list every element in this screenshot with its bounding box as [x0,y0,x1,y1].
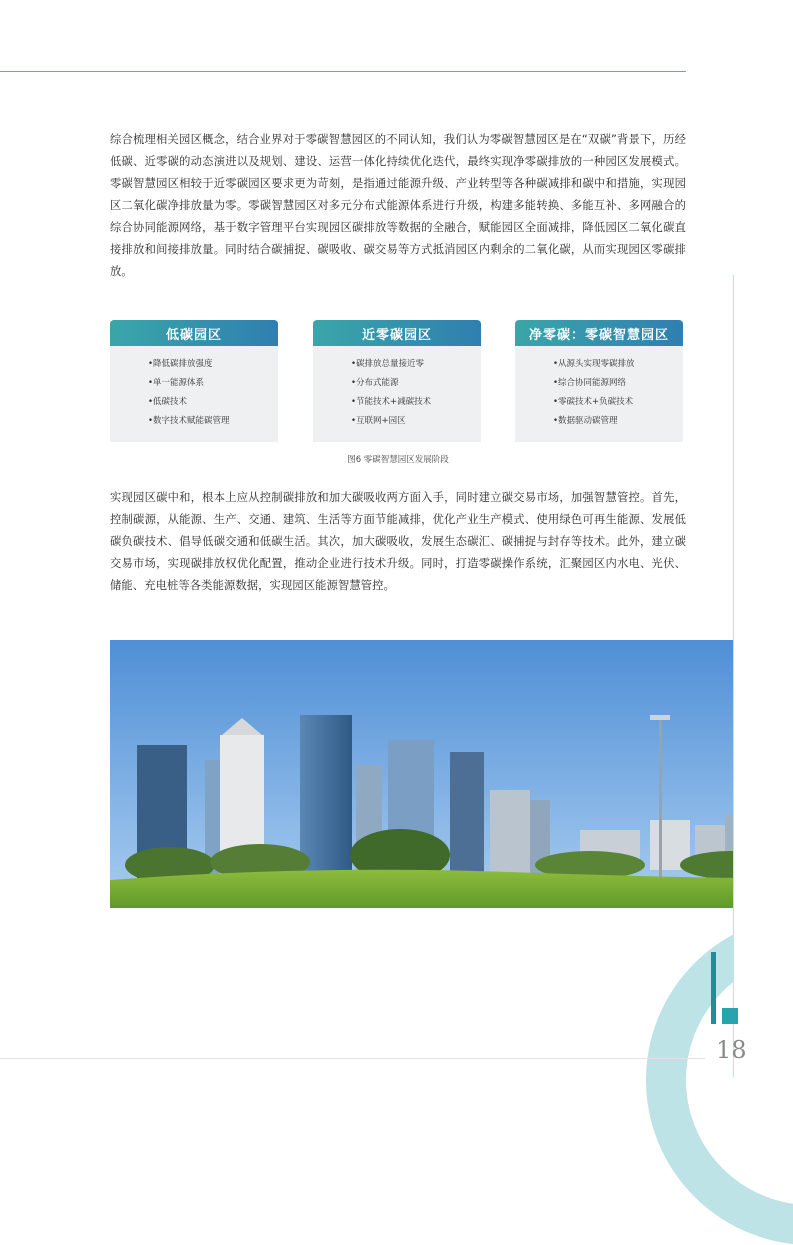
list-item: •零碳技术+负碳技术 [553,397,634,407]
list-item: •综合协同能源网络 [553,378,627,388]
list-item: •低碳技术 [148,397,188,407]
stage-near-zero [313,320,481,442]
list-item: •从源头实现零碳排放 [553,359,635,369]
stage-list [110,346,278,442]
list-item: •单一能源体系 [148,378,205,388]
page-number: 18 [716,1036,747,1064]
bottom-rule [0,1058,705,1059]
list-item: •互联网+园区 [351,416,406,426]
decorative-panel [733,275,793,1077]
body-paragraph: 实现园区碳中和，根本上应从控制碳排放和加大碳吸收两方面入手，同时建立碳交易市场，加强智慧管控。首先，控制碳源，从能源、生产、交通、建筑、生活等方面节能减排，优化产业生产模式、使用绿色可再生能源、发展低碳负碳技术、倡导低碳交通和低碳生活。其次，加大碳吸收，发展生态碳汇、碳捕捉与封存等技术。此外，建立碳交易市场，实现碳排放权优化配置，推动企业进行技术升级。同时，打造零碳操作系统，汇聚园区内水电、光伏、储能、充电桩等各类能源数据，实现园区能源智慧管控。 [110,491,686,592]
decorative-vertical-line [733,275,734,1077]
list-item: •节能技术+减碳技术 [351,397,432,407]
list-item: •降低碳排放强度 [148,359,213,369]
decorative-square [722,1008,738,1024]
list-item: •分布式能源 [351,378,399,388]
intro-paragraph: 综合梳理相关园区概念，结合业界对于零碳智慧园区的不同认知，我们认为零碳智慧园区是在“双碳”背景下，历经低碳、近零碳的动态演进以及规划、建设、运营一体化持续优化迭代，最终实现净零碳排放的一种园区发展模式。零碳智慧园区相较于近零碳园区要求更为苛刻，是指通过能源升级、产业转型等各种碳减排和碳中和措施，实现园区二氧化碳净排放量为零。零碳智慧园区对多元分布式能源体系进行升级，构建多能转换、多能互补、多网融合的综合协同能源网络，基于数字管理平台实现园区碳排放等数据的全融合，赋能园区全面减排，降低园区二氧化碳直接排放和间接排放量。同时结合碳捕捉、碳吸收、碳交易等方式抵消园区内剩余的二氧化碳，从而实现园区零碳排放。 [110,133,686,278]
decorative-bar [711,952,716,1024]
top-rule [0,71,686,72]
figure-caption: 图6 零碳智慧园区发展阶段 [347,455,449,465]
list-item: •数据驱动碳管理 [553,416,618,426]
stage-low-carbon [110,320,278,442]
stage-title: 低碳园区 [110,320,278,346]
stage-list [313,346,481,442]
stage-list [515,346,683,442]
stage-title: 净零碳：零碳智慧园区 [515,320,683,346]
stage-title: 近零碳园区 [313,320,481,346]
stage-net-zero [515,320,683,442]
list-item: •碳排放总量接近零 [351,359,425,369]
list-item: •数字技术赋能碳管理 [148,416,230,426]
city-skyline-photo [110,640,793,908]
development-stages-figure [110,320,684,442]
